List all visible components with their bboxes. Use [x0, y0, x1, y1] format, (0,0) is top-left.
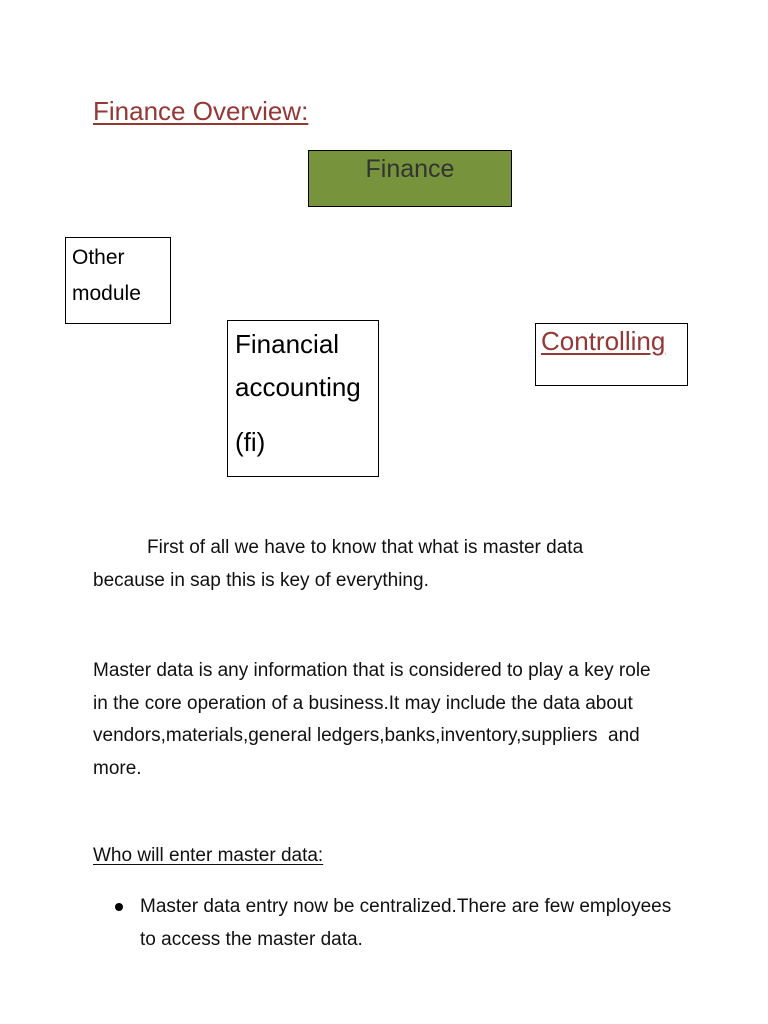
bullet-list: [115, 891, 755, 956]
controlling-label: Controlling: [541, 326, 666, 356]
finance-label: Finance: [365, 155, 455, 183]
financial-accounting-label-line2: accounting: [235, 372, 361, 402]
section-subheading: Who will enter master data:: [93, 845, 324, 866]
master-data-line-4: more.: [93, 757, 142, 779]
other-module-box: [65, 237, 171, 324]
master-data-line-3: vendors,materials,general ledgers,banks,inventory,suppliers and: [93, 725, 640, 746]
other-module-label-line2: module: [72, 282, 141, 305]
page-title: Finance Overview:: [93, 96, 309, 126]
intro-line-1: First of all we have to know that what is master data: [147, 537, 584, 558]
intro-line-2: because in sap this is key of everything.: [93, 569, 429, 591]
master-data-paragraph: [93, 655, 743, 785]
list-item: [115, 891, 755, 956]
master-data-line-1: Master data is any information that is considered to play a key role: [93, 660, 651, 681]
financial-accounting-label-line3: (fi): [235, 427, 266, 457]
controlling-box: [535, 323, 688, 386]
bullet-line-2: to access the master data.: [140, 928, 363, 950]
other-module-label-line1: Other: [72, 246, 125, 269]
master-data-line-2: in the core operation of a business.It may include the data about: [93, 692, 633, 714]
bullet-icon: [115, 903, 123, 911]
financial-accounting-label-line1: Financial: [235, 329, 340, 359]
finance-box: [308, 150, 512, 207]
financial-accounting-box: [227, 320, 379, 477]
intro-paragraph: [93, 532, 753, 597]
bullet-line-1: Master data entry now be centralized.There are few employees: [140, 896, 672, 917]
